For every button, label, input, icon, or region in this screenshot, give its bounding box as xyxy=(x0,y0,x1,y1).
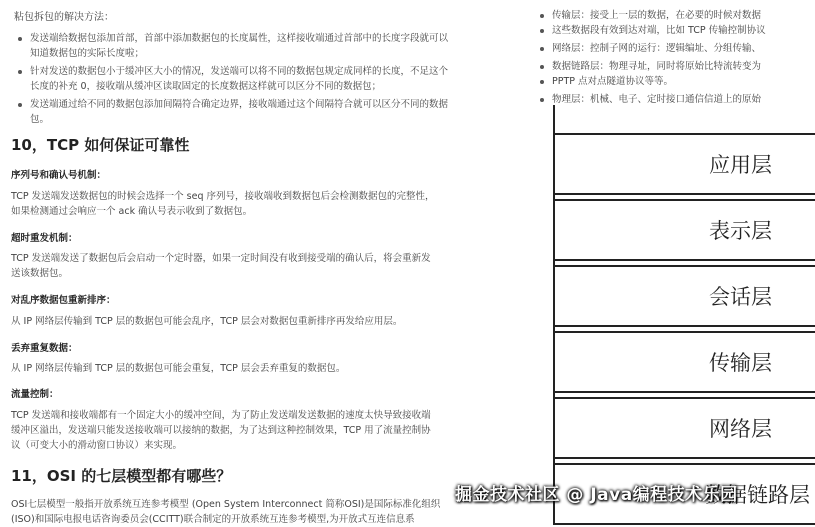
layer-box-application xyxy=(555,133,815,195)
section-heading-11: 11，OSI 的七层模型都有哪些？ xyxy=(11,467,232,485)
layer-box-network xyxy=(555,397,815,459)
layer-box-session xyxy=(555,265,815,327)
list-item: 发送端给数据包添加首部，首部中添加数据包的长度属性，这样接收端通过首部中的长度字段就可以知道数据包的实际长度啦； xyxy=(14,31,454,61)
list-item: PPTP 点对点隧道协议等等。 xyxy=(534,74,774,89)
list-item: 传输层：接受上一层的数据，在必要的时候对数据 xyxy=(534,8,774,23)
osi-layer-diagram xyxy=(553,105,815,525)
list-item: 数据链路层：物理寻址，同时将原始比特流转变为 xyxy=(534,59,774,74)
list-item: 针对发送的数据包小于缓冲区大小的情况，发送端可以将不同的数据包规定成同样的长度，不足这个长度的补充 0，接收端从缓冲区读取固定的长度数据这样就可以区分不同的数据包； xyxy=(14,64,454,94)
layer-description-list xyxy=(534,8,774,110)
paragraph-retrans: TCP 发送端发送了数据包后会启动一个定时器，如果一定时间没有收到接受端的确认后，将会重新发送该数据包。 xyxy=(11,253,431,279)
article-right-column xyxy=(530,0,810,523)
layer-box-presentation xyxy=(555,199,815,261)
paragraph-seq: TCP 发送端发送数据包的时候会选择一个 seq 序列号，接收端收到数据包后会检测数据包的完整性，如果检测通过会响应一个 ack 确认号表示收到了数据包。 xyxy=(11,191,435,217)
list-item: 网络层：控制子网的运行：逻辑编址、分组传输、 xyxy=(534,41,774,56)
paragraph-order: 从 IP 网络层传输到 TCP 层的数据包可能会乱序，TCP 层会对数据包重新排序再发给应用层。 xyxy=(11,316,403,327)
list-item: 发送端通过给不同的数据包添加间隔符合确定边界，接收端通过这个间隔符合就可以区分不同的数据包。 xyxy=(14,97,454,127)
layer-label: 应用层 xyxy=(709,153,772,177)
layer-label: 网络层 xyxy=(709,417,772,441)
paragraph-flow: TCP 发送端和接收端都有一个固定大小的缓冲空间，为了防止发送端发送数据的速度太快导致接收端缓冲区溢出，发送端只能发送接收端可以接纳的数据，为了达到这种控制效果，TCP 用了流量控制协议（可变大小的滑动窗口协议）来实现。 xyxy=(11,410,431,451)
layer-label: 表示层 xyxy=(709,219,772,243)
subheading-retrans: 超时重发机制： xyxy=(11,233,78,244)
paragraph-dup: 从 IP 网络层传输到 TCP 层的数据包可能会重复，TCP 层会丢弃重复的数据包。 xyxy=(11,363,346,374)
solution-list xyxy=(14,31,454,130)
subheading-seq: 序列号和确认号机制： xyxy=(11,170,107,181)
subheading-dup: 丢弃重复数据： xyxy=(11,343,78,354)
paragraph-osi: OSI七层模型一般指开放系统互连参考模型 (Open System Interconnect 简称OSI)是国际标准化组织(ISO)和国际电报电话咨询委员会(CCITT)联合制定的开放系统互连参考模型,为开放式互连信息系 xyxy=(11,499,441,525)
layer-label: 传输层 xyxy=(709,351,772,375)
subheading-flow: 流量控制： xyxy=(11,389,59,400)
subheading-order: 对乱序数据包重新排序： xyxy=(11,295,116,306)
intro-text: 粘包拆包的解决方法： xyxy=(14,12,114,23)
layer-box-transport xyxy=(555,331,815,393)
list-item: 这些数据段有效到达对端，比如 TCP 传输控制协议 xyxy=(534,23,774,38)
layer-label: 会话层 xyxy=(709,285,772,309)
layer-label: 数据链路层 xyxy=(705,483,810,507)
section-heading-10: 10，TCP 如何保证可靠性 xyxy=(11,136,190,154)
watermark-text: 掘金技术社区 @ Java编程技术乐园 xyxy=(455,485,738,505)
list-item: 物理层：机械、电子、定时接口通信信道上的原始 xyxy=(534,92,774,107)
